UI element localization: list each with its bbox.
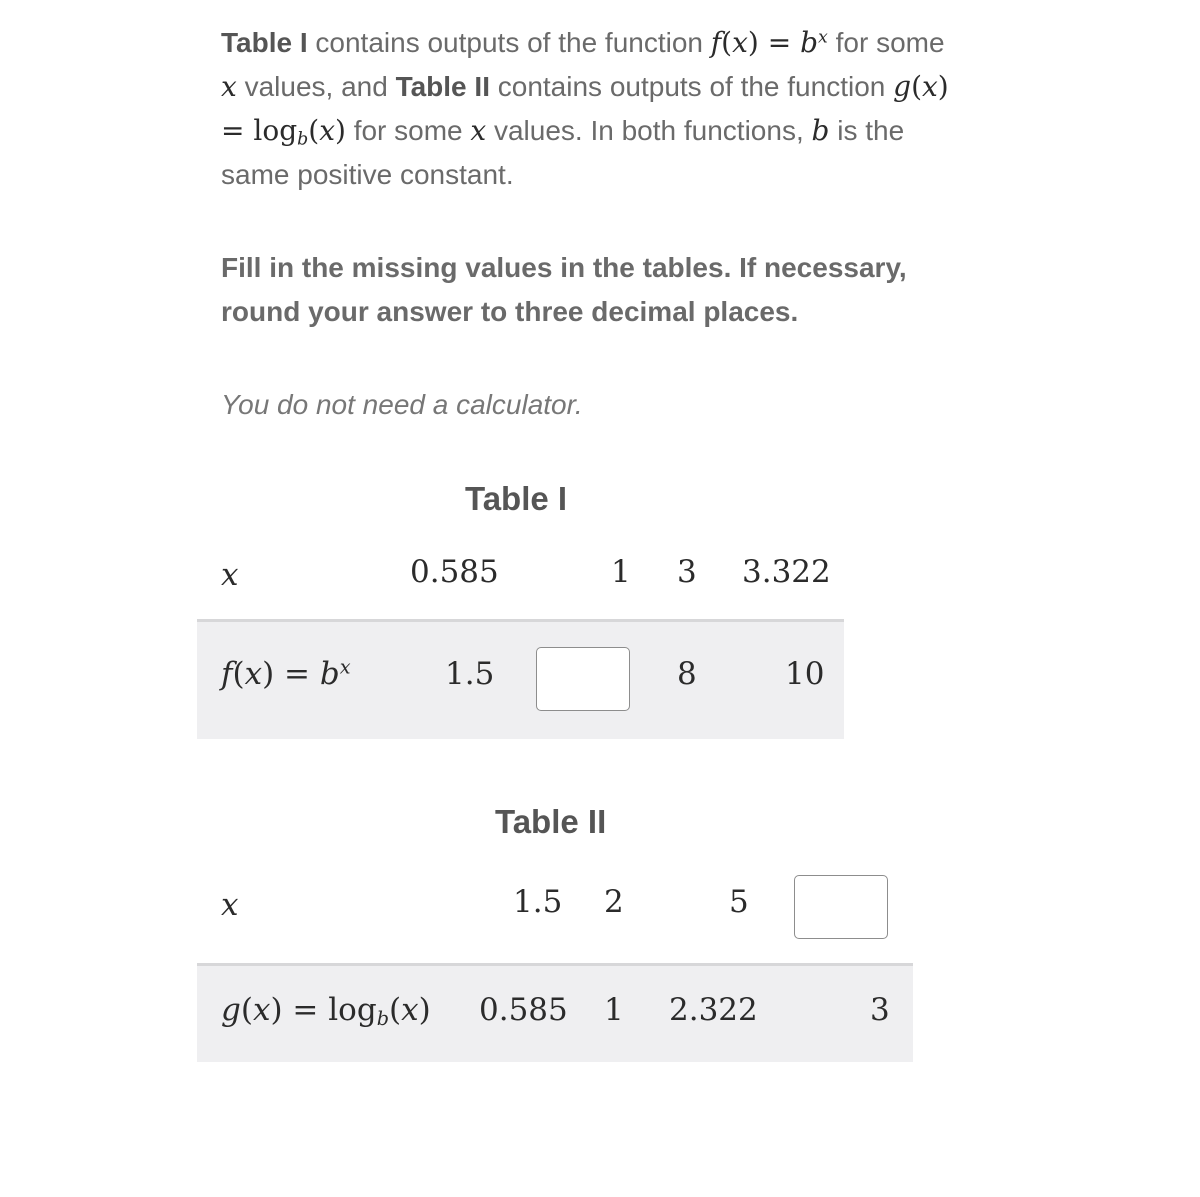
table1-x-cell: 3 (677, 554, 697, 590)
table1-f-cell: 10 (785, 656, 825, 692)
table1-ref: Table I (221, 27, 308, 58)
problem-intro: Table I contains outputs of the function $f(x) = b^x$ for some x values, and Table II contains outputs of the function $g(x) = \log_b(x)$ for some x values. In both functions, b is the same positive constant. (221, 26, 949, 190)
table2-answer-input[interactable] (794, 875, 888, 939)
instruction-text: Fill in the missing values in the tables. If necessary, round your answer to three decimal places. (221, 252, 907, 327)
f-of-x-expression: $f(x) = b^x$ (710, 26, 828, 59)
table1-x-cell: 1 (611, 554, 631, 590)
table1-title: Table I (465, 480, 568, 517)
table2-title: Table II (495, 803, 607, 840)
b-constant: b (811, 114, 830, 147)
table1-x-label: x (221, 557, 239, 593)
intro-text: contains outputs of the function (307, 27, 711, 58)
x-variable: x (221, 70, 237, 103)
table1-x-cell: 3.322 (742, 554, 831, 590)
g-of-x-expression: $g(x) = \log_b(x)$ (221, 70, 949, 150)
table1-x-cell: 0.585 (410, 554, 499, 590)
calculator-note: You do not need a calculator. (221, 389, 583, 420)
table2-x-cell: 2 (604, 884, 624, 920)
table2-x-label: x (221, 887, 239, 923)
table2-g-label: $g(x) = \log_b(x)$ (221, 992, 431, 1030)
table1-f-label: $f(x) = b^x$ (221, 655, 351, 692)
table2-g-cell: 1 (604, 992, 624, 1028)
table2-x-cell: 5 (729, 884, 749, 920)
table2-g-cell: 3 (870, 992, 890, 1028)
table2-ref: Table II (395, 71, 490, 102)
table2-x-cell: 1.5 (513, 884, 563, 920)
table1-f-cell: 8 (677, 656, 697, 692)
table2-g-cell: 0.585 (479, 992, 568, 1028)
table1-f-cell: 1.5 (445, 656, 495, 692)
table1-answer-input[interactable] (536, 647, 630, 711)
table2-g-cell: 2.322 (669, 992, 758, 1028)
